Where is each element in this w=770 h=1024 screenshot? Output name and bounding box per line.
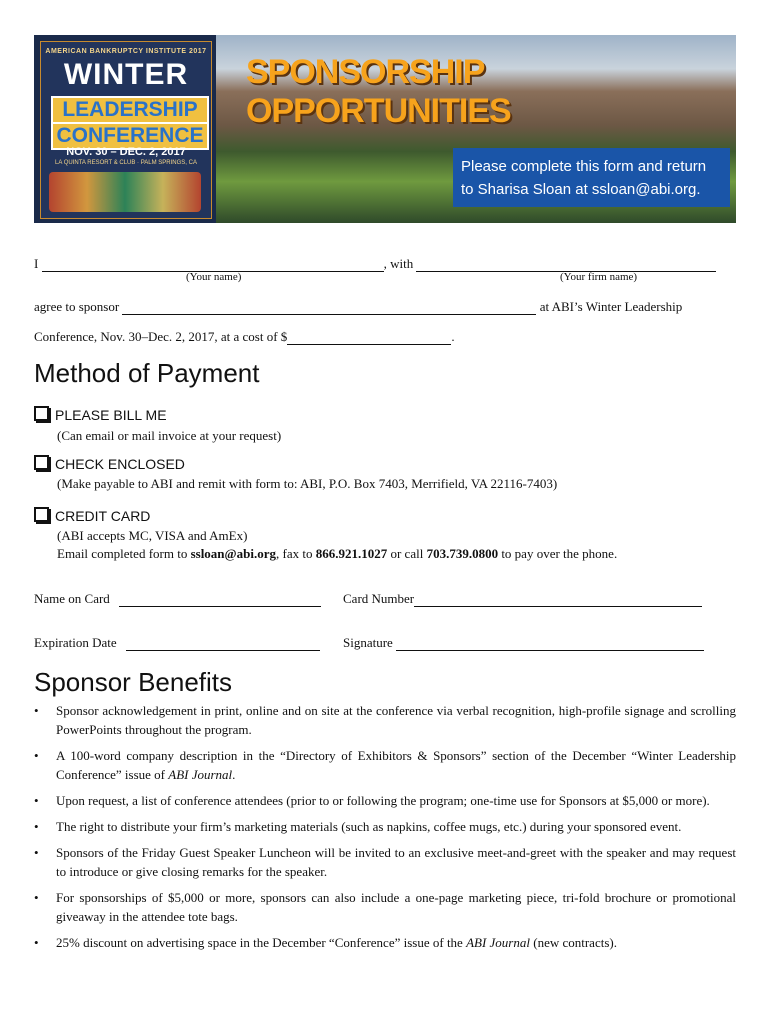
bill-me-checkbox[interactable] <box>34 406 49 421</box>
logo-dates: NOV. 30 – DEC. 2, 2017 <box>66 146 186 158</box>
phone-suffix: to pay over the phone. <box>498 546 618 561</box>
your-name-field[interactable] <box>42 255 384 272</box>
benefits-heading: Sponsor Benefits <box>34 667 233 697</box>
expiration-label: Expiration Date <box>34 635 117 650</box>
bill-me-note: (Can email or mail invoice at your request) <box>57 428 282 443</box>
abi-journal-title: ABI Journal <box>466 935 530 950</box>
cost-period: . <box>451 329 455 344</box>
i-label: I <box>34 256 39 271</box>
credit-card-label: CREDIT CARD <box>55 508 151 524</box>
return-instructions <box>453 148 730 207</box>
card-name-row <box>34 590 321 607</box>
firm-name-field[interactable] <box>416 255 716 272</box>
list-item: • Sponsor acknowledgement in print, online and on site at the conference via verbal recognition, high-profile signage and scrolling PowerPoints throughout the program. <box>34 701 736 739</box>
abi-journal-title: ABI Journal <box>168 767 233 782</box>
page-title: SPONSORSHIP OPPORTUNITIES <box>246 53 511 130</box>
list-item <box>34 746 736 784</box>
list-item: • Sponsors of the Friday Guest Speaker Luncheon will be invited to an exclusive meet-and-greet with the speaker and may request to introduce or give closing remarks for the speaker. <box>34 843 736 881</box>
signature-row <box>343 634 704 651</box>
list-item: • The right to distribute your firm’s marketing materials (such as napkins, coffee mugs, etc.) during your sponsored event. <box>34 817 736 836</box>
benefit-7-end: (new contracts). <box>529 935 617 950</box>
conference-logo <box>34 35 216 223</box>
check-note: (Make payable to ABI and remit with form to: ABI, P.O. Box 7403, Merrifield, VA 22116-7403) <box>57 476 558 491</box>
return-line-2: to Sharisa Sloan at ssloan@abi.org. <box>461 181 701 198</box>
logo-artwork <box>49 172 201 212</box>
email-link[interactable]: ssloan@abi.org <box>190 546 276 561</box>
payment-contact-line <box>57 546 617 562</box>
header-banner <box>34 35 736 223</box>
credit-card-option <box>34 507 150 524</box>
call-prefix: or call <box>387 546 427 561</box>
check-checkbox[interactable] <box>34 455 49 470</box>
logo-conference: CONFERENCE <box>51 122 209 150</box>
fax-number: 866.921.1027 <box>315 546 388 561</box>
agreement-sponsor-row <box>34 298 682 315</box>
signature-field[interactable] <box>396 634 704 651</box>
email-prefix: Email completed form to <box>57 546 191 561</box>
agreement-name-row <box>34 255 716 272</box>
your-firm-caption: (Your firm name) <box>560 271 638 283</box>
agreement-cost-row <box>34 328 455 345</box>
sponsor-item-field[interactable] <box>122 298 536 315</box>
card-number-row <box>343 590 702 607</box>
benefits-list <box>34 701 736 959</box>
bill-me-option <box>34 406 167 423</box>
logo-winter: WINTER <box>63 58 189 91</box>
benefit-7-text: 25% discount on advertising space in the December “Conference” issue of the <box>56 935 467 950</box>
list-item: • Upon request, a list of conference attendees (prior to or following the program; one-time use for Sponsors at $5,000 or more). <box>34 791 736 810</box>
fax-prefix: , fax to <box>276 546 316 561</box>
check-option <box>34 455 185 472</box>
cost-field[interactable] <box>287 328 451 345</box>
name-on-card-field[interactable] <box>119 590 321 607</box>
agree-label: agree to sponsor <box>34 299 120 314</box>
at-abi-label: at ABI’s Winter Leadership <box>539 299 683 314</box>
card-number-label: Card Number <box>343 591 415 606</box>
payment-heading: Method of Payment <box>34 358 260 388</box>
bill-me-label: PLEASE BILL ME <box>55 407 167 423</box>
benefit-2-text: A 100-word company description in the “Directory of Exhibitors & Sponsors” section of the December “Winter Leadership Conference” issue of <box>56 748 736 782</box>
card-number-field[interactable] <box>414 590 702 607</box>
credit-card-note: (ABI accepts MC, VISA and AmEx) <box>57 528 248 543</box>
logo-leadership: LEADERSHIP <box>51 96 209 124</box>
expiration-row <box>34 634 320 651</box>
logo-institute: AMERICAN BANKRUPTCY INSTITUTE 2017 <box>45 48 207 55</box>
signature-label: Signature <box>343 635 393 650</box>
check-label: CHECK ENCLOSED <box>55 456 185 472</box>
cost-label: Conference, Nov. 30–Dec. 2, 2017, at a cost of $ <box>34 329 288 344</box>
name-on-card-label: Name on Card <box>34 591 110 606</box>
list-item: • For sponsorships of $5,000 or more, sponsors can also include a one-page marketing piece, tri-fold brochure or promotional giveaway in the attendee tote bags. <box>34 888 736 926</box>
return-line-1: Please complete this form and return <box>461 158 707 175</box>
logo-location: LA QUINTA RESORT & CLUB · PALM SPRINGS, CA <box>55 160 197 166</box>
with-label: , with <box>383 256 414 271</box>
credit-card-checkbox[interactable] <box>34 507 49 522</box>
phone-number: 703.739.0800 <box>426 546 499 561</box>
benefit-2-end: . <box>232 767 236 782</box>
expiration-field[interactable] <box>126 634 320 651</box>
list-item <box>34 933 736 952</box>
your-name-caption: (Your name) <box>186 271 242 283</box>
